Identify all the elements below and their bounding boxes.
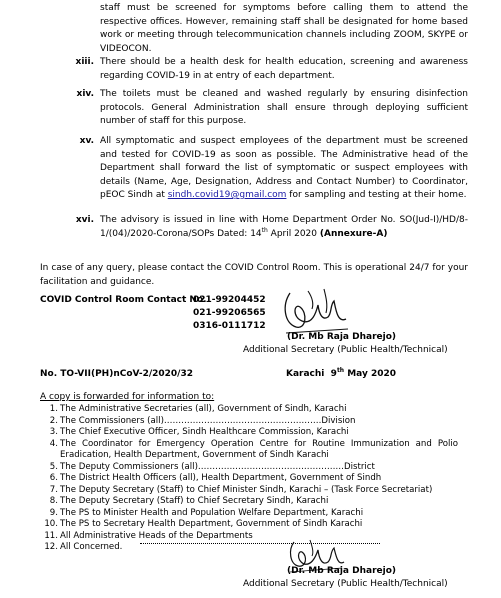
item-text: staff must be screened for symptoms before calling them to attend the respective offices. However, remaining staff shall be designated for home based work or meeting through telecommunication channels including ZOOM, SKYPE or VIDEOCON. <box>100 3 468 54</box>
contact-number: 021-99206565 <box>193 308 266 318</box>
reference-number: No. TO-VII(PH)nCoV-2/2020/32 <box>40 369 193 379</box>
list-text: All Concerned. <box>60 542 123 552</box>
item-xiii <box>100 56 468 83</box>
list-text: The Deputy Commissioners (all)……………………………………………District <box>60 461 375 472</box>
signatory-name: (Dr. Mb Raja Dharejo) <box>287 566 396 576</box>
list-number: 2. <box>49 415 58 426</box>
date-day: 9 <box>330 369 337 379</box>
list-item <box>48 496 458 508</box>
list-text: The PS to Minister Health and Population Welfare Department, Karachi <box>60 507 364 518</box>
date-rest: May 2020 <box>344 369 397 379</box>
ordinal-suffix: th <box>261 226 268 234</box>
list-text: The Deputy Secretary (Staff) to Chief Minister Sindh, Karachi – (Task Force Secretariat) <box>60 484 433 495</box>
list-number: 8. <box>49 496 58 506</box>
list-item <box>44 519 458 531</box>
list-text: The Coordinator for Emergency Operation Centre for Routine Immunization and Polio Eradication, Health Department, Government of Sindh Karachi <box>60 438 458 460</box>
list-number: 1. <box>49 404 58 414</box>
list-text: All Administrative Heads of the Departments <box>60 530 253 541</box>
list-number: 12. <box>44 542 58 552</box>
item-text: The toilets must be cleaned and washed regularly by ensuring disinfection protocols. General Administration shall ensure through deploying sufficient number of staff for this purpose. <box>100 89 468 126</box>
copy-list <box>44 404 458 554</box>
email-link[interactable]: sindh.covid19@gmail.com <box>167 190 287 200</box>
signatory-name: (Dr. Mb Raja Dharejo) <box>287 332 396 342</box>
list-text: The Chief Executive Officer, Sindh Healthcare Commission, Karachi <box>60 427 349 437</box>
item-xvi <box>100 214 468 241</box>
list-number: 10. <box>44 519 58 529</box>
list-text: The Deputy Secretary (Staff) to Chief Secretary Sindh, Karachi <box>60 496 329 506</box>
list-item <box>48 416 458 428</box>
list-text: The District Health Officers (all), Health Department, Government of Sindh <box>60 473 382 483</box>
place: Karachi <box>286 369 325 379</box>
item-xii-continuation <box>100 2 468 56</box>
query-paragraph: In case of any query, please contact the COVID Control Room. This is operational 24/7 for your facilitation and guidance. <box>40 263 468 287</box>
list-item <box>48 439 458 462</box>
item-text: The advisory is issued in line with Home Department Order No. SO(Jud-I)/HD/8-1/(04)/2020-Corona/SOPs Dated: 14 <box>100 215 468 239</box>
list-item <box>48 508 458 520</box>
list-number: 9. <box>49 507 58 518</box>
item-number: xvi. <box>75 215 94 225</box>
list-number: 11. <box>44 530 58 541</box>
list-text: The Administrative Secretaries (all), Government of Sindh, Karachi <box>60 404 347 414</box>
list-text: The PS to Secretary Health Department, Government of Sindh Karachi <box>60 519 363 529</box>
copy-intro: A copy is forwarded for information to: <box>40 392 215 402</box>
contact-number: 021-99204452 <box>193 295 266 305</box>
ordinal-suffix: th <box>336 367 345 374</box>
list-item <box>48 404 458 416</box>
list-item <box>48 427 458 439</box>
item-number: xiv. <box>76 89 94 99</box>
list-number: 3. <box>49 427 58 437</box>
item-xv <box>100 135 468 203</box>
list-item <box>44 530 458 543</box>
list-item <box>48 485 458 497</box>
list-item <box>48 462 458 474</box>
contact-label: COVID Control Room Contact No. <box>40 295 207 305</box>
list-number: 4. <box>49 438 58 449</box>
list-number: 7. <box>49 484 58 495</box>
list-number: 6. <box>49 473 58 483</box>
item-text-tail: for sampling and testing at their home. <box>286 190 467 200</box>
signatory-title: Additional Secretary (Public Health/Technical) <box>243 579 448 589</box>
contact-number: 0316-0111712 <box>193 321 266 331</box>
list-item <box>48 473 458 485</box>
signatory-title: Additional Secretary (Public Health/Technical) <box>243 345 448 355</box>
list-number: 5. <box>49 461 58 472</box>
place-date <box>286 368 396 382</box>
item-text: There should be a health desk for health education, screening and awareness regarding COVID-19 in at entry of each department. <box>100 57 468 81</box>
item-number: xiii. <box>75 57 94 67</box>
item-text: All symptomatic and suspect employees of the department must be screened and tested for COVID-19 as soon as possible. The Administrative head of the Department shall forward the list of symptomatic or suspect employees with details (Name, Age, Designation, Address and Contact Number) to Coordinator, pEOC Sindh at <box>100 136 468 200</box>
item-xiv <box>100 88 468 129</box>
item-text-tail: April 2020 <box>267 228 320 239</box>
annexure-label: (Annexure-A) <box>319 228 388 239</box>
item-number: xv. <box>79 136 94 146</box>
list-text: The Commissioners (all)……………………………………………….Division <box>60 415 356 426</box>
